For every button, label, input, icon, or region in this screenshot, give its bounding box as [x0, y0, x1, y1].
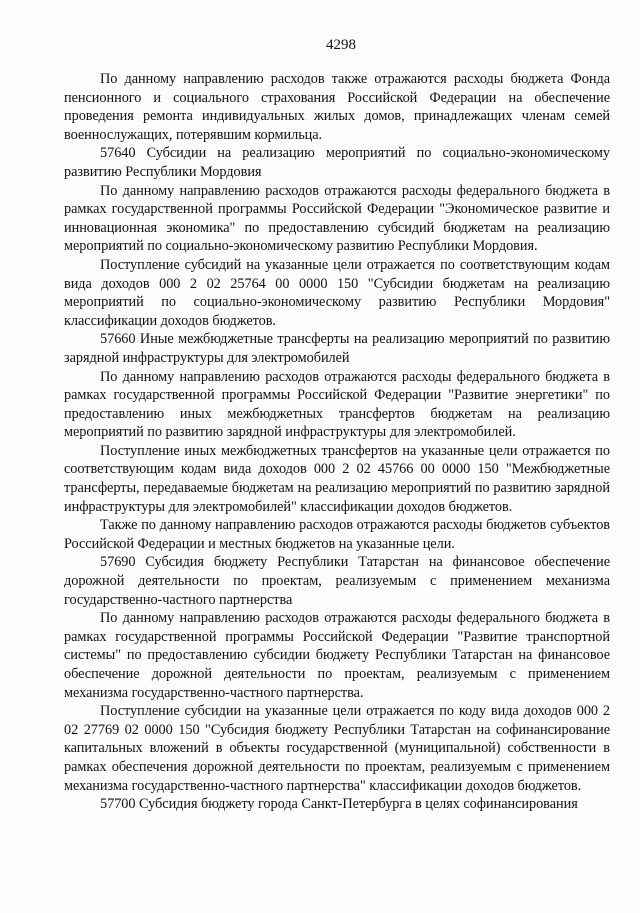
paragraph-57640-revenue: Поступление субсидий на указанные цели отражается по соответствующим кодам вида доходов 000 2 02 25764 00 0000 150 "Субсидии бюджетам на реализацию мероприятий по социально-экономическому развитию Республики Мордовия" классификации доходов бюджетов.	[64, 256, 610, 329]
page-number: 4298	[326, 37, 356, 53]
heading-57660: 57660 Иные межбюджетные трансферты на реализацию мероприятий по развитию зарядной инфраструктуры для электромобилей	[64, 331, 610, 366]
heading-57640: 57640 Субсидии на реализацию мероприятий по социально-экономическому развитию Республики Мордовия	[64, 145, 610, 180]
paragraph-57640-expenses: По данному направлению расходов отражаются расходы федерального бюджета в рамках государственной программы Российской Федерации "Экономическое развитие и инновационная экономика" по предоставлению субсидий бюджетам на реализацию мероприятий по социально-экономическому развитию Республики Мордовия.	[64, 182, 610, 255]
heading-57690: 57690 Субсидия бюджету Республики Татарстан на финансовое обеспечение дорожной деятельности по проектам, реализуемым с применением механизма государственно-частного партнерства	[64, 554, 610, 608]
paragraph-57690-expenses: По данному направлению расходов отражаются расходы федерального бюджета в рамках государственной программы Российской Федерации "Развитие транспортной системы" по предоставлению субсидии бюджету Республики Татарстан на финансовое обеспечение дорожной деятельности по проектам, реализуемым с применением механизма государственно-частного партнерства.	[64, 610, 610, 701]
paragraph-pension-fund-expenses: По данному направлению расходов также отражаются расходы бюджета Фонда пенсионного и социального страхования Российской Федерации на обеспечение проведения ремонта индивидуальных жилых домов, принадлежащих членам семей военнослужащих, потерявшим кормильца.	[64, 71, 610, 143]
paragraph-57660-revenue: Поступление иных межбюджетных трансфертов на указанные цели отражается по соответствующим кодам вида доходов 000 2 02 45766 00 0000 150 "Межбюджетные трансферты, передаваемые бюджетам на реализацию мероприятий по развитию зарядной инфраструктуры для электромобилей" классификации доходов бюджетов.	[64, 442, 610, 515]
paragraph-57690-revenue: Поступление субсидии на указанные цели отражается по коду вида доходов 000 2 02 27769 02 0000 150 "Субсидия бюджету Республики Татарстан на софинансирование капитальных вложений в объекты государственной (муниципальной) собственности в рамках обеспечения дорожной деятельности по проектам, реализуемым с применением механизма государственно-частного партнерства" классификации доходов бюджетов.	[64, 703, 610, 794]
heading-57700: 57700 Субсидия бюджету города Санкт-Петербурга в целях софинансирования	[100, 796, 578, 813]
paragraph-57660-expenses: По данному направлению расходов отражаются расходы федерального бюджета в рамках государственной программы Российской Федерации "Развитие энергетики" по предоставлению иных межбюджетных трансфертов бюджетам на реализацию мероприятий по развитию зарядной инфраструктуры для электромобилей.	[64, 368, 610, 441]
paragraph-57660-regional: Также по данному направлению расходов отражаются расходы бюджетов субъектов Российской Федерации и местных бюджетов на указанные цели.	[64, 517, 610, 552]
